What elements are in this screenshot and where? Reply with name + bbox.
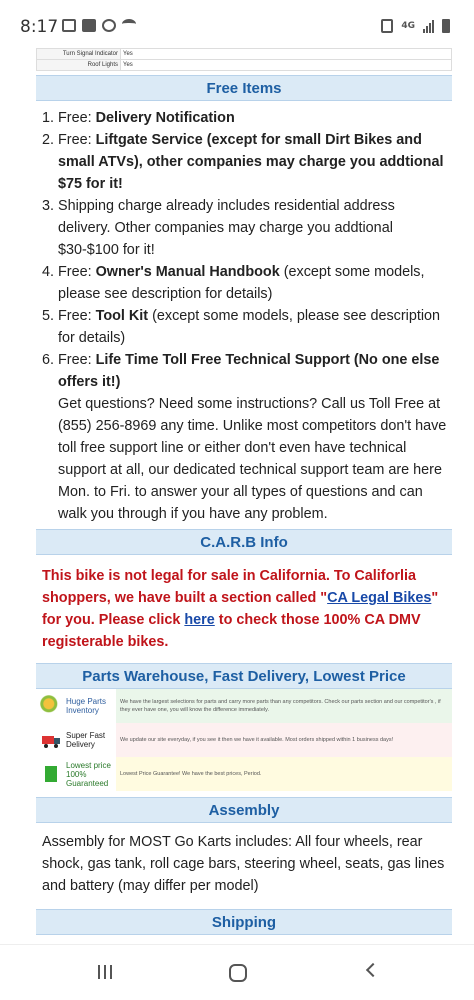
delivery-truck-icon (40, 729, 62, 751)
tiktok-icon (62, 19, 76, 32)
carb-text: " for you. Please click (42, 590, 439, 628)
recent-apps-icon[interactable] (98, 965, 112, 979)
free-item-rest: (except some models, please see description for details) (58, 308, 441, 346)
table-row (36, 689, 452, 723)
spec-row (37, 60, 452, 71)
table-row (36, 757, 452, 791)
shipping-heading: Shipping (36, 909, 452, 935)
signal-icon (423, 20, 434, 33)
row-text: We have the largest selections for parts and carry more parts than any competitors. Check our parts section and our competitor's , if they ever have one, you will know the difference immediately. (116, 689, 452, 723)
notification-icons (62, 19, 136, 32)
spec-key: Turn Signal Indicator (37, 49, 121, 60)
free-prefix: Shipping charge already includes residential address delivery. Other companies may charge you addtional $30-$100 for it! (58, 198, 395, 258)
row-text: Lowest Price Guarantee! We have the best prices, Period. (116, 757, 452, 791)
free-prefix: Free: (58, 264, 96, 280)
free-prefix: Free: (58, 352, 96, 368)
row-label: 100% (66, 769, 87, 779)
wifi-icon (122, 19, 136, 29)
network-type: 4G (401, 21, 415, 31)
row-label: Huge Parts (66, 697, 107, 706)
carb-notice (36, 555, 452, 663)
spec-row (37, 49, 452, 60)
row-text: We update our site everyday, if you see it then we have it available. Most orders shipped within 1 business days! (116, 723, 452, 757)
status-time: 8:17 (20, 17, 59, 37)
assembly-heading: Assembly (36, 797, 452, 823)
list-item (58, 107, 448, 129)
carb-text: to check those 100% CA DMV registerable bikes. (42, 612, 421, 650)
free-item-bold: Tool Kit (95, 308, 149, 324)
free-items-list (36, 101, 452, 529)
system-icons (381, 19, 450, 33)
row-label: Lowest price (66, 760, 111, 770)
inventory-icon (40, 695, 62, 717)
list-item (58, 261, 448, 305)
assembly-text: Assembly for MOST Go Karts includes: All four wheels, rear shock, gas tank, roll cage bars, steering wheel, seats, gas lines and battery (may differ per model) (42, 834, 445, 894)
free-prefix: Free: (58, 110, 96, 126)
free-items-heading: Free Items (36, 75, 452, 101)
list-item (58, 129, 448, 195)
parts-table (36, 689, 452, 791)
navigation-bar (0, 944, 474, 1000)
row-label: Inventory (66, 706, 99, 715)
free-item-bold: Life Time Toll Free Technical Support (No one else offers it!) (58, 352, 440, 390)
carb-heading: C.A.R.B Info (36, 529, 452, 555)
free-item-rest: (except some models, please see description for details) (58, 264, 425, 302)
table-row (36, 723, 452, 757)
free-item-bold: Liftgate Service (except for small Dirt Bikes and small ATVs), other companies may charge you addtional $75 for it! (58, 132, 444, 192)
battery-icon (442, 19, 450, 33)
status-bar (0, 0, 474, 48)
spec-value: Yes (121, 60, 452, 71)
spec-table (36, 48, 452, 71)
free-prefix: Free: (58, 132, 96, 148)
free-prefix: Free: (58, 308, 96, 324)
nfc-icon (381, 19, 393, 33)
spec-value: Yes (121, 49, 452, 60)
product-page-content (36, 48, 452, 935)
ca-legal-bikes-link[interactable]: CA Legal Bikes (327, 590, 432, 606)
free-item-bold: Owner's Manual Handbook (95, 264, 280, 280)
home-icon[interactable] (229, 964, 247, 982)
free-item-bold: Delivery Notification (95, 110, 235, 126)
list-item (58, 349, 448, 525)
free-item-rest: Get questions? Need some instructions? Call us Toll Free at (855) 256-8969 any time. Unlike most competitors don't have toll free support line or either don't even have technical support at all, our dedicated technical support team are here Mon. to Fri. to answer your all types of questions and can walk you through if you have any problem. (58, 396, 447, 522)
row-label: Super Fast (66, 731, 106, 740)
row-label: Guaranteed (66, 778, 109, 788)
image-icon (82, 19, 96, 32)
list-item (58, 305, 448, 349)
blocked-icon (102, 19, 116, 32)
row-label: Delivery (66, 740, 95, 749)
price-tag-icon (40, 763, 62, 785)
back-icon[interactable] (366, 963, 380, 977)
list-item (58, 195, 448, 261)
here-link[interactable]: here (184, 612, 215, 628)
carb-text: This bike is not legal for sale in California. To Califorlia shoppers, we have built a section called " (42, 568, 416, 606)
spec-key: Roof Lights (37, 60, 121, 71)
parts-heading: Parts Warehouse, Fast Delivery, Lowest Price (36, 663, 452, 689)
